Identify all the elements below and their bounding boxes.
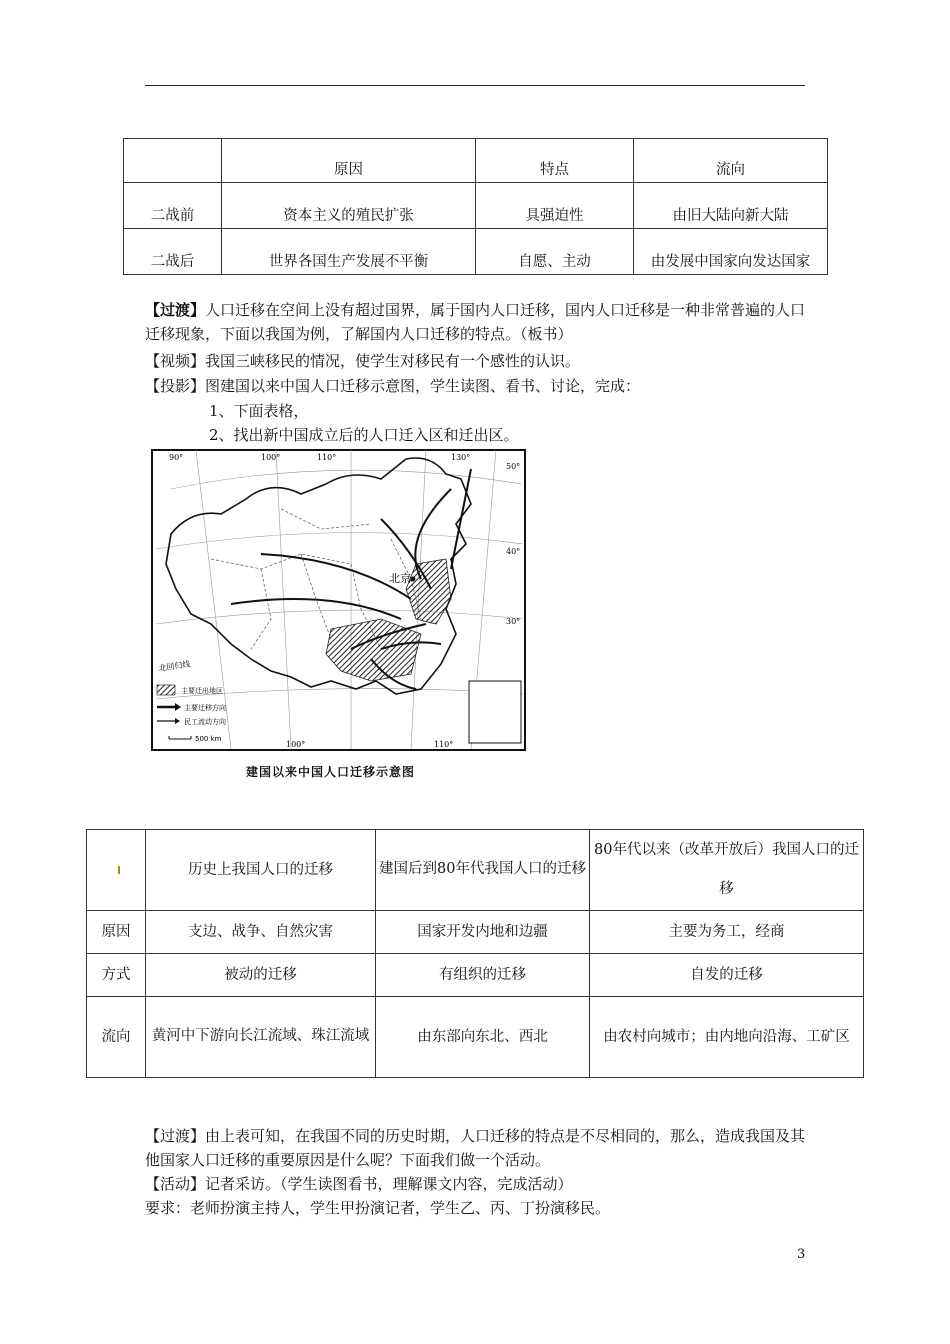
video-paragraph: [145, 349, 813, 373]
longitude-label: 110°: [317, 453, 337, 462]
transition-paragraph-1: [145, 298, 813, 346]
table-row: [124, 183, 828, 229]
activity-paragraph: [145, 1172, 813, 1196]
paragraph-text: 人口迁移在空间上没有超过国界，属于国内人口迁移，国内人口迁移是一种非常普遍的人口迁移现象，下面以我国为例，了解国内人口迁移的特点。（板书）: [145, 301, 806, 343]
migration-period-table: [123, 138, 828, 275]
table-header-cell: 特点: [476, 139, 634, 183]
legend-label: 主要迁移方向: [184, 704, 226, 712]
table-cell: 由发展中国家向发达国家: [634, 229, 828, 275]
latitude-label: 50°: [506, 462, 521, 471]
table-cell: 有组织的迁移: [376, 954, 590, 997]
map-caption: 建国以来中国人口迁移示意图: [246, 765, 416, 779]
paragraph-text: 记者采访。（学生读图看书，理解课文内容，完成活动）: [205, 1175, 573, 1193]
table-cell: 资本主义的殖民扩张: [222, 183, 476, 229]
table-header-cell: [124, 139, 222, 183]
projection-paragraph: [145, 374, 813, 398]
legend-label: 民工流动方向: [184, 718, 226, 726]
paragraph-lead: 【投影】: [145, 377, 206, 395]
paragraph-text: 图建国以来中国人口迁移示意图，学生读图、看书、讨论，完成：: [205, 377, 641, 395]
paragraph-lead: 【视频】: [145, 352, 206, 370]
paragraph-lead: 【过渡】: [145, 1127, 206, 1145]
longitude-label: 110°: [434, 740, 454, 749]
table-cell: 具强迫性: [476, 183, 634, 229]
paragraph-text: 由上表可知，在我国不同的历史时期，人口迁移的特点是不尽相同的，那么，造成我国及其他国家人口迁移的重要原因是什么呢？下面我们做一个活动。: [145, 1127, 806, 1169]
list-item: 1、下面表格，: [209, 402, 309, 420]
table-cell: 支边、战争、自然灾害: [146, 911, 376, 954]
table-cell: 二战前: [124, 183, 222, 229]
table-cell: 主要为务工，经商: [590, 911, 864, 954]
table-header-cell: [87, 830, 146, 911]
table-cell: 自发的迁移: [590, 954, 864, 997]
table-header-cell: 历史上我国人口的迁移: [146, 830, 376, 911]
beijing-marker: [411, 577, 416, 582]
south-china-sea-inset: [469, 681, 521, 743]
table-header-cell: 80年代以来（改革开放后）我国人口的迁移: [590, 830, 864, 911]
table-cell: 国家开发内地和边疆: [376, 911, 590, 954]
table-cell: 世界各国生产发展不平衡: [222, 229, 476, 275]
marker-icon: [118, 866, 120, 874]
table-cell: 被动的迁移: [146, 954, 376, 997]
china-migration-map: [151, 449, 526, 751]
latitude-label: 40°: [506, 547, 521, 556]
table-cell: 方式: [87, 954, 146, 997]
table-header-cell: 原因: [222, 139, 476, 183]
legend-label: 主要迁出地区: [181, 687, 223, 695]
list-item: 2、找出新中国成立后的人口迁入区和迁出区。: [209, 426, 519, 444]
paragraph-lead: 【活动】: [145, 1175, 206, 1193]
table-header-cell: 建国后到80年代我国人口的迁移: [376, 830, 590, 911]
longitude-label: 90°: [169, 453, 184, 462]
paragraph-text: 我国三峡移民的情况，使学生对移民有一个感性的认识。: [205, 352, 581, 370]
transition-paragraph-2: [145, 1124, 813, 1172]
table-row: [87, 954, 864, 997]
paragraph-lead: 【过渡】: [145, 301, 206, 319]
latitude-label: 30°: [506, 617, 521, 626]
table-cell: 原因: [87, 911, 146, 954]
table-cell: 自愿、主动: [476, 229, 634, 275]
table-header-cell: 流向: [634, 139, 828, 183]
scale-label: 500 km: [195, 735, 222, 743]
table-row: [87, 911, 864, 954]
beijing-label: 北京: [389, 572, 411, 585]
table-cell: 流向: [87, 997, 146, 1078]
longitude-label: 100°: [261, 453, 281, 462]
table-row: [87, 997, 864, 1078]
page-number: 3: [797, 1247, 806, 1262]
table-row: [124, 229, 828, 275]
table-cell: 二战后: [124, 229, 222, 275]
table-header-row: [124, 139, 828, 183]
longitude-label: 130°: [451, 453, 471, 462]
table-cell: 由东部向东北、西北: [376, 997, 590, 1078]
longitude-label: 100°: [286, 740, 306, 749]
table-header-row: [87, 830, 864, 911]
tropic-label: 北回归线: [158, 659, 191, 673]
header-rule: [145, 85, 805, 86]
china-migration-table: [86, 829, 864, 1078]
requirement-paragraph: 要求：老师扮演主持人，学生甲扮演记者，学生乙、丙、丁扮演移民。: [145, 1199, 611, 1217]
table-cell: 由农村向城市；由内地向沿海、工矿区: [590, 997, 864, 1078]
table-cell: 黄河中下游向长江流域、珠江流域: [146, 997, 376, 1078]
table-cell: 由旧大陆向新大陆: [634, 183, 828, 229]
legend-hatch-icon: [157, 685, 175, 695]
